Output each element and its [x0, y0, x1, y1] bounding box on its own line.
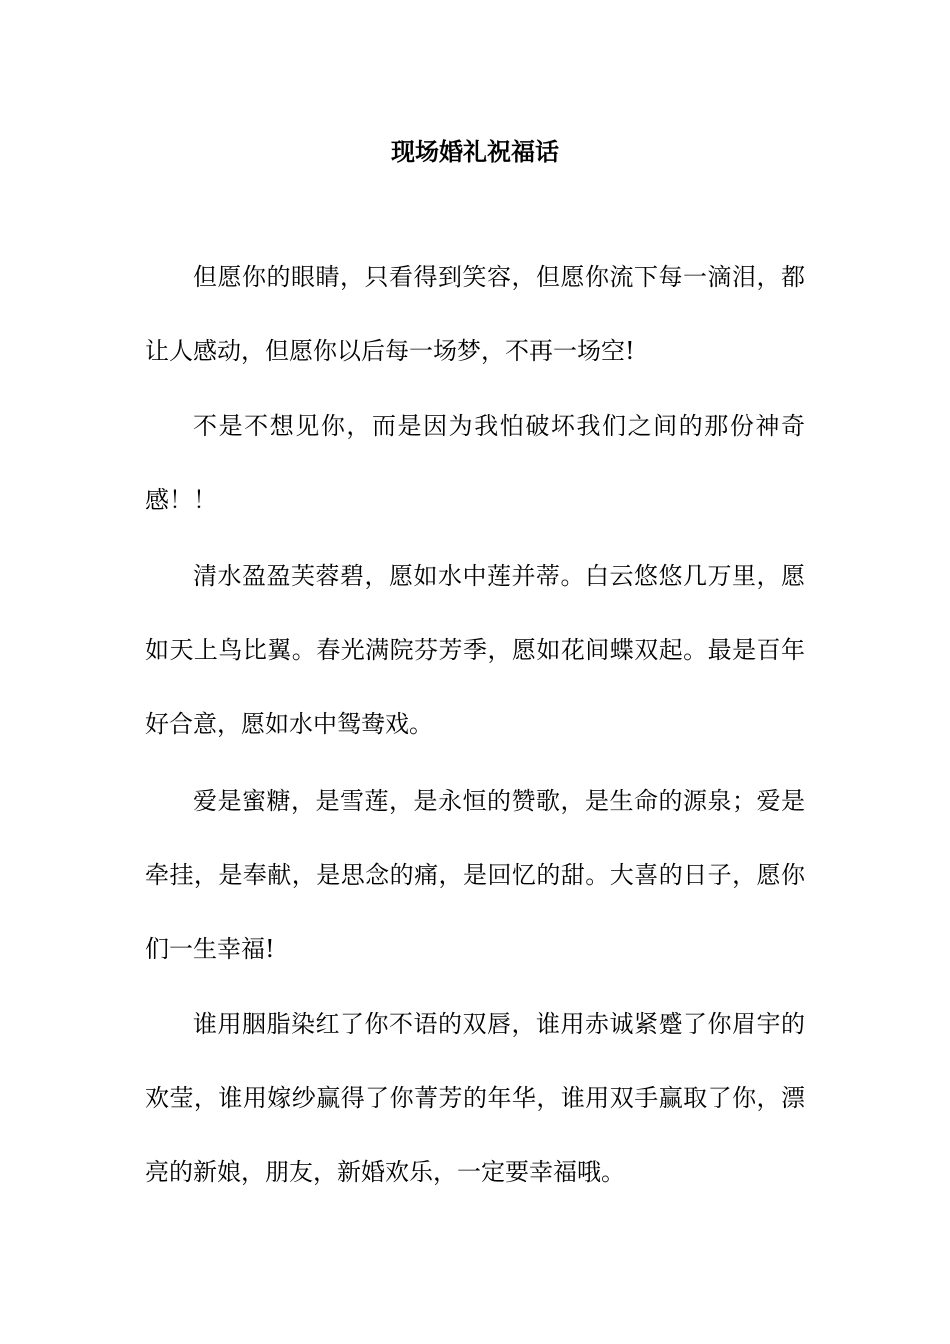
paragraph-5: 谁用胭脂染红了你不语的双唇，谁用赤诚紧蹙了你眉宇的欢莹，谁用嫁纱赢得了你菁芳的年华，谁用双手赢取了你，漂亮的新娘，朋友，新婚欢乐，一定要幸福哦。 — [145, 1010, 805, 1186]
document-title: 现场婚礼祝福话 — [391, 137, 559, 166]
paragraph-2: 不是不想见你，而是因为我怕破坏我们之间的那份神奇感！！ — [145, 412, 805, 514]
paragraph-1: 但愿你的眼睛，只看得到笑容，但愿你流下每一滴泪，都让人感动，但愿你以后每一场梦，不再一场空! — [145, 263, 805, 365]
paragraph-3: 清水盈盈芙蓉碧，愿如水中莲并蒂。白云悠悠几万里，愿如天上鸟比翼。春光满院芬芳季，愿如花间蝶双起。最是百年好合意，愿如水中鸳鸯戏。 — [145, 562, 805, 738]
paragraph-4: 爱是蜜糖，是雪莲，是永恒的赞歌，是生命的源泉；爱是牵挂，是奉献，是思念的痛，是回忆的甜。大喜的日子，愿你们一生幸福! — [145, 787, 805, 963]
